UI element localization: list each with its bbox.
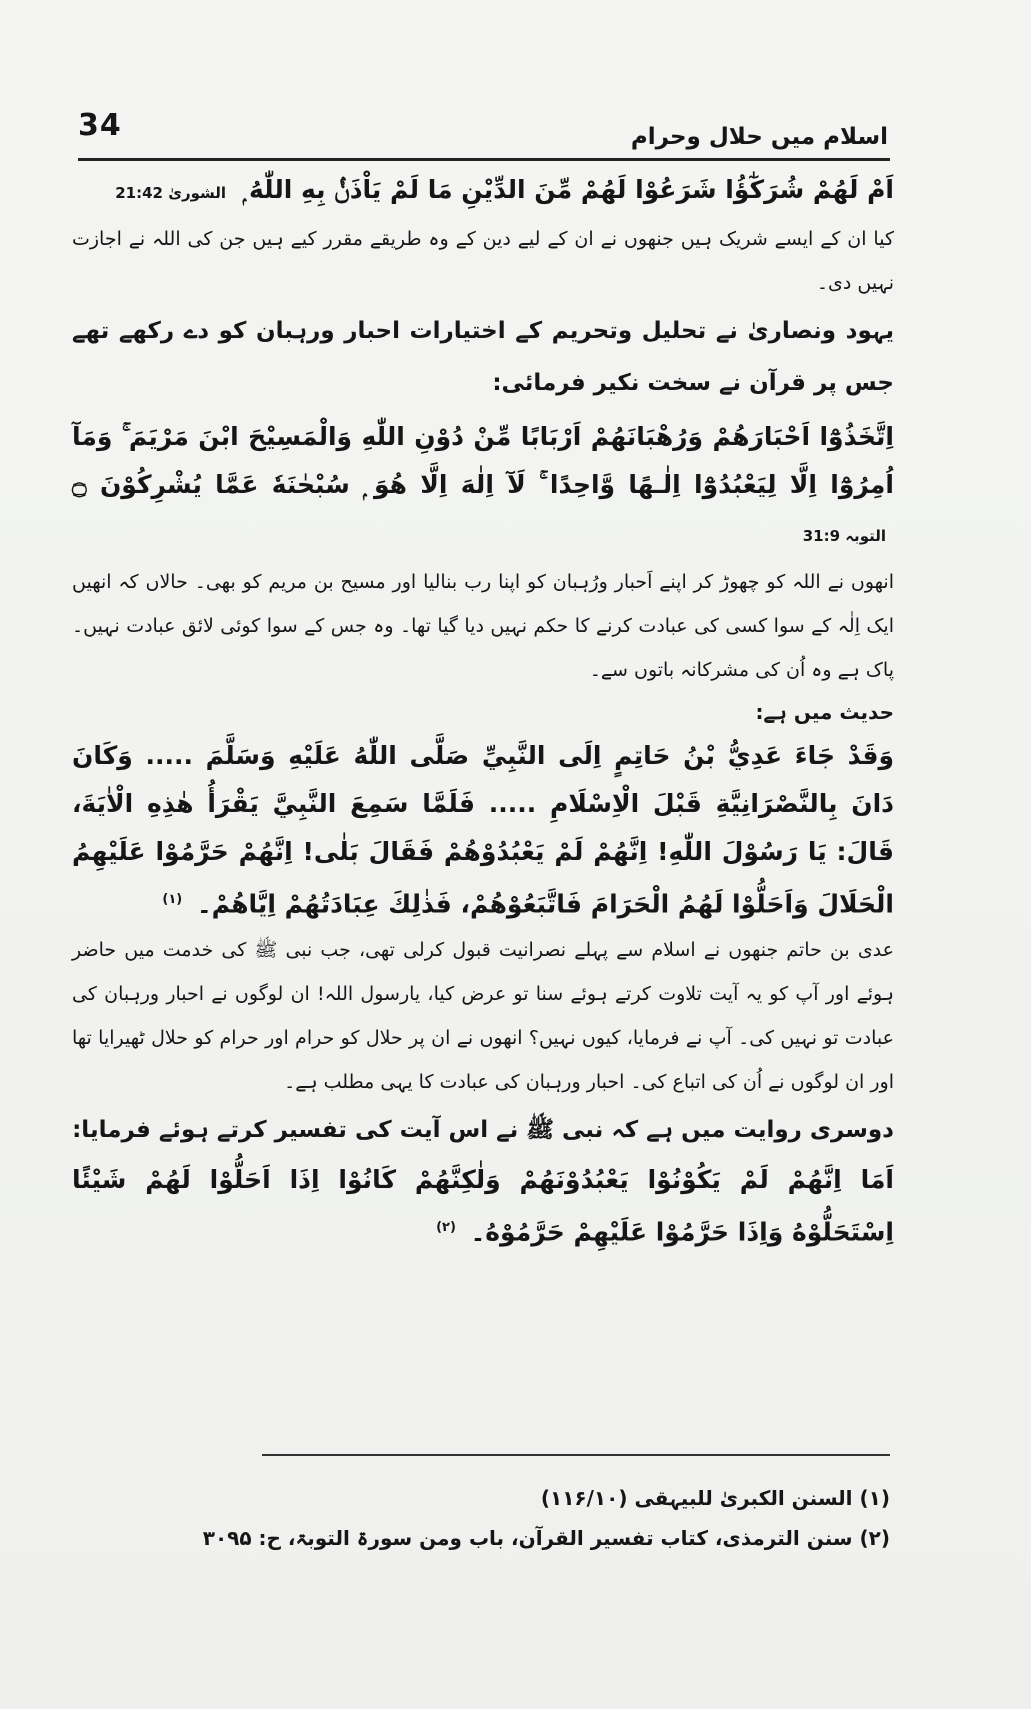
hadith-text [72, 732, 894, 928]
verse-translation: انھوں نے اللہ کو چھوڑ کر اپنے اَحبار ورُہبان کو اپنا رب بنالیا اور مسیح بن مریم کو بھی۔ حالاں کہ انھیں ایک اِلٰہ کے سوا کسی کی عبادت کرنے کا حکم نہیں دیا گیا تھا۔ وہ جس کے سوا کوئی لائق عبادت نہیں۔ پاک ہے وہ اُن کی مشرکانہ باتوں سے۔ [72, 571, 894, 681]
hadith-translation: عدی بن حاتم جنھوں نے اسلام سے پہلے نصرانیت قبول کرلی تھی، جب نبی ﷺ کی خدمت میں حاضر ہوئے اور آپ کو یہ آیت تلاوت کرتے ہوئے سنا تو عرض کیا، یارسول اللہ! ان لوگوں نے احبار ورہبان کی عبادت تو نہیں کی۔ آپ نے فرمایا، کیوں نہیں؟ انھوں نے ان پر حلال کو حرام اور حرام کو حلال ٹھیرایا تھا اور ان لوگوں نے اُن کی اتباع کی۔ احبار ورہبان کی عبادت کا یہی مطلب ہے۔ [72, 939, 894, 1094]
hadith-text [72, 1156, 894, 1256]
verse-line: اُمِرُوْٓا اِلَّا لِيَعْبُدُوْٓا اِلٰـهًا وَّاحِدًا ۚ لَآ اِلٰهَ اِلَّا هُوَ ۭ سُبْحٰنَهٗ عَمَّا يُشْرِكُوْنَ ۝ [72, 470, 894, 499]
page-body [72, 166, 894, 1257]
footnote-marker: (۱) [162, 892, 183, 907]
verse-text: اَمْ لَهُمْ شُرَكٰٓؤُا شَرَعُوْا لَهُمْ مِّنَ الدِّيْنِ مَا لَمْ يَاْذَنْۢ بِهِ اللّٰهُ ۭ [242, 175, 894, 204]
verse-reference: التوبہ 31:9 [802, 527, 886, 545]
body-paragraph: یہود ونصاریٰ نے تحلیل وتحریم کے اختیارات احبار ورہبان کو دے رکھے تھے جس پر قرآن نے سخت نکیر فرمائی: [72, 318, 894, 396]
running-title: اسلام میں حلال وحرام [630, 124, 888, 150]
section-heading: حدیث میں ہے: [755, 700, 894, 724]
quran-verse-ash-shura [72, 166, 894, 217]
footnote: (۲) سنن الترمذی، کتاب تفسیر القرآن، باب ومن سورۃ التوبۃ، ح: ۳۰۹۵ [202, 1526, 890, 1550]
header-divider [78, 158, 890, 161]
body-paragraph: دوسری روایت میں ہے کہ نبی ﷺ نے اس آیت کی تفسیر کرتے ہوئے فرمایا: [72, 1117, 894, 1144]
footnote-divider [262, 1454, 890, 1456]
verse-reference: الشوریٰ 21:42 [115, 184, 227, 202]
verse-translation: کیا ان کے ایسے شریک ہیں جنھوں نے ان کے لیے دین کے وہ طریقے مقرر کیے ہیں جن کی اللہ نے اجازت نہیں دی۔ [72, 228, 894, 294]
verse-line: اِتَّخَذُوْٓا اَحْبَارَهُمْ وَرُهْبَانَهُمْ اَرْبَابًا مِّنْ دُوْنِ اللّٰهِ وَالْمَسِيْحَ ابْنَ مَرْيَمَ ۚ وَمَآ [72, 422, 894, 451]
footnote: (۱) السنن الکبریٰ للبیہقی (۱۱۶/۱۰) [540, 1486, 890, 1510]
hadith-arabic: وَقَدْ جَاءَ عَدِيُّ بْنُ حَاتِمٍ اِلَى النَّبِيِّ صَلَّى اللّٰهُ عَلَيْهِ وَسَلَّمَ ..... وَكَانَ دَانَ بِالنَّصْرَانِيَّةِ قَبْلَ الْاِسْلَامِ ..... فَلَمَّا سَمِعَ النَّبِيَّ يَقْرَأُ هٰذِهِ الْاٰيَةَ، قَالَ: يَا رَسُوْلَ اللّٰهِ! اِنَّهُمْ لَمْ يَعْبُدُوْهُمْ فَقَالَ بَلٰى! اِنَّهُمْ حَرَّمُوْا عَلَيْهِمُ الْحَلَالَ وَاَحَلُّوْا لَهُمُ الْحَرَامَ فَاتَّبَعُوْهُمْ، فَذٰلِكَ عِبَادَتُهُمْ اِيَّاهُمْ۔ [72, 741, 894, 919]
quran-verse-at-tawbah [72, 413, 894, 560]
footnotes [202, 1478, 890, 1558]
hadith-arabic: اَمَا اِنَّهُمْ لَمْ يَكُوْنُوْا يَعْبُدُوْنَهُمْ وَلٰكِنَّهُمْ كَانُوْا اِذَا اَحَلُّوْا لَهُمْ شَيْئًا اِسْتَحَلُّوْهُ وَاِذَا حَرَّمُوْا عَلَيْهِمْ حَرَّمُوْهُ۔ [72, 1165, 894, 1247]
footnote-marker: (۲) [436, 1220, 456, 1236]
page-number: 34 [78, 108, 122, 143]
page-header [78, 100, 888, 160]
